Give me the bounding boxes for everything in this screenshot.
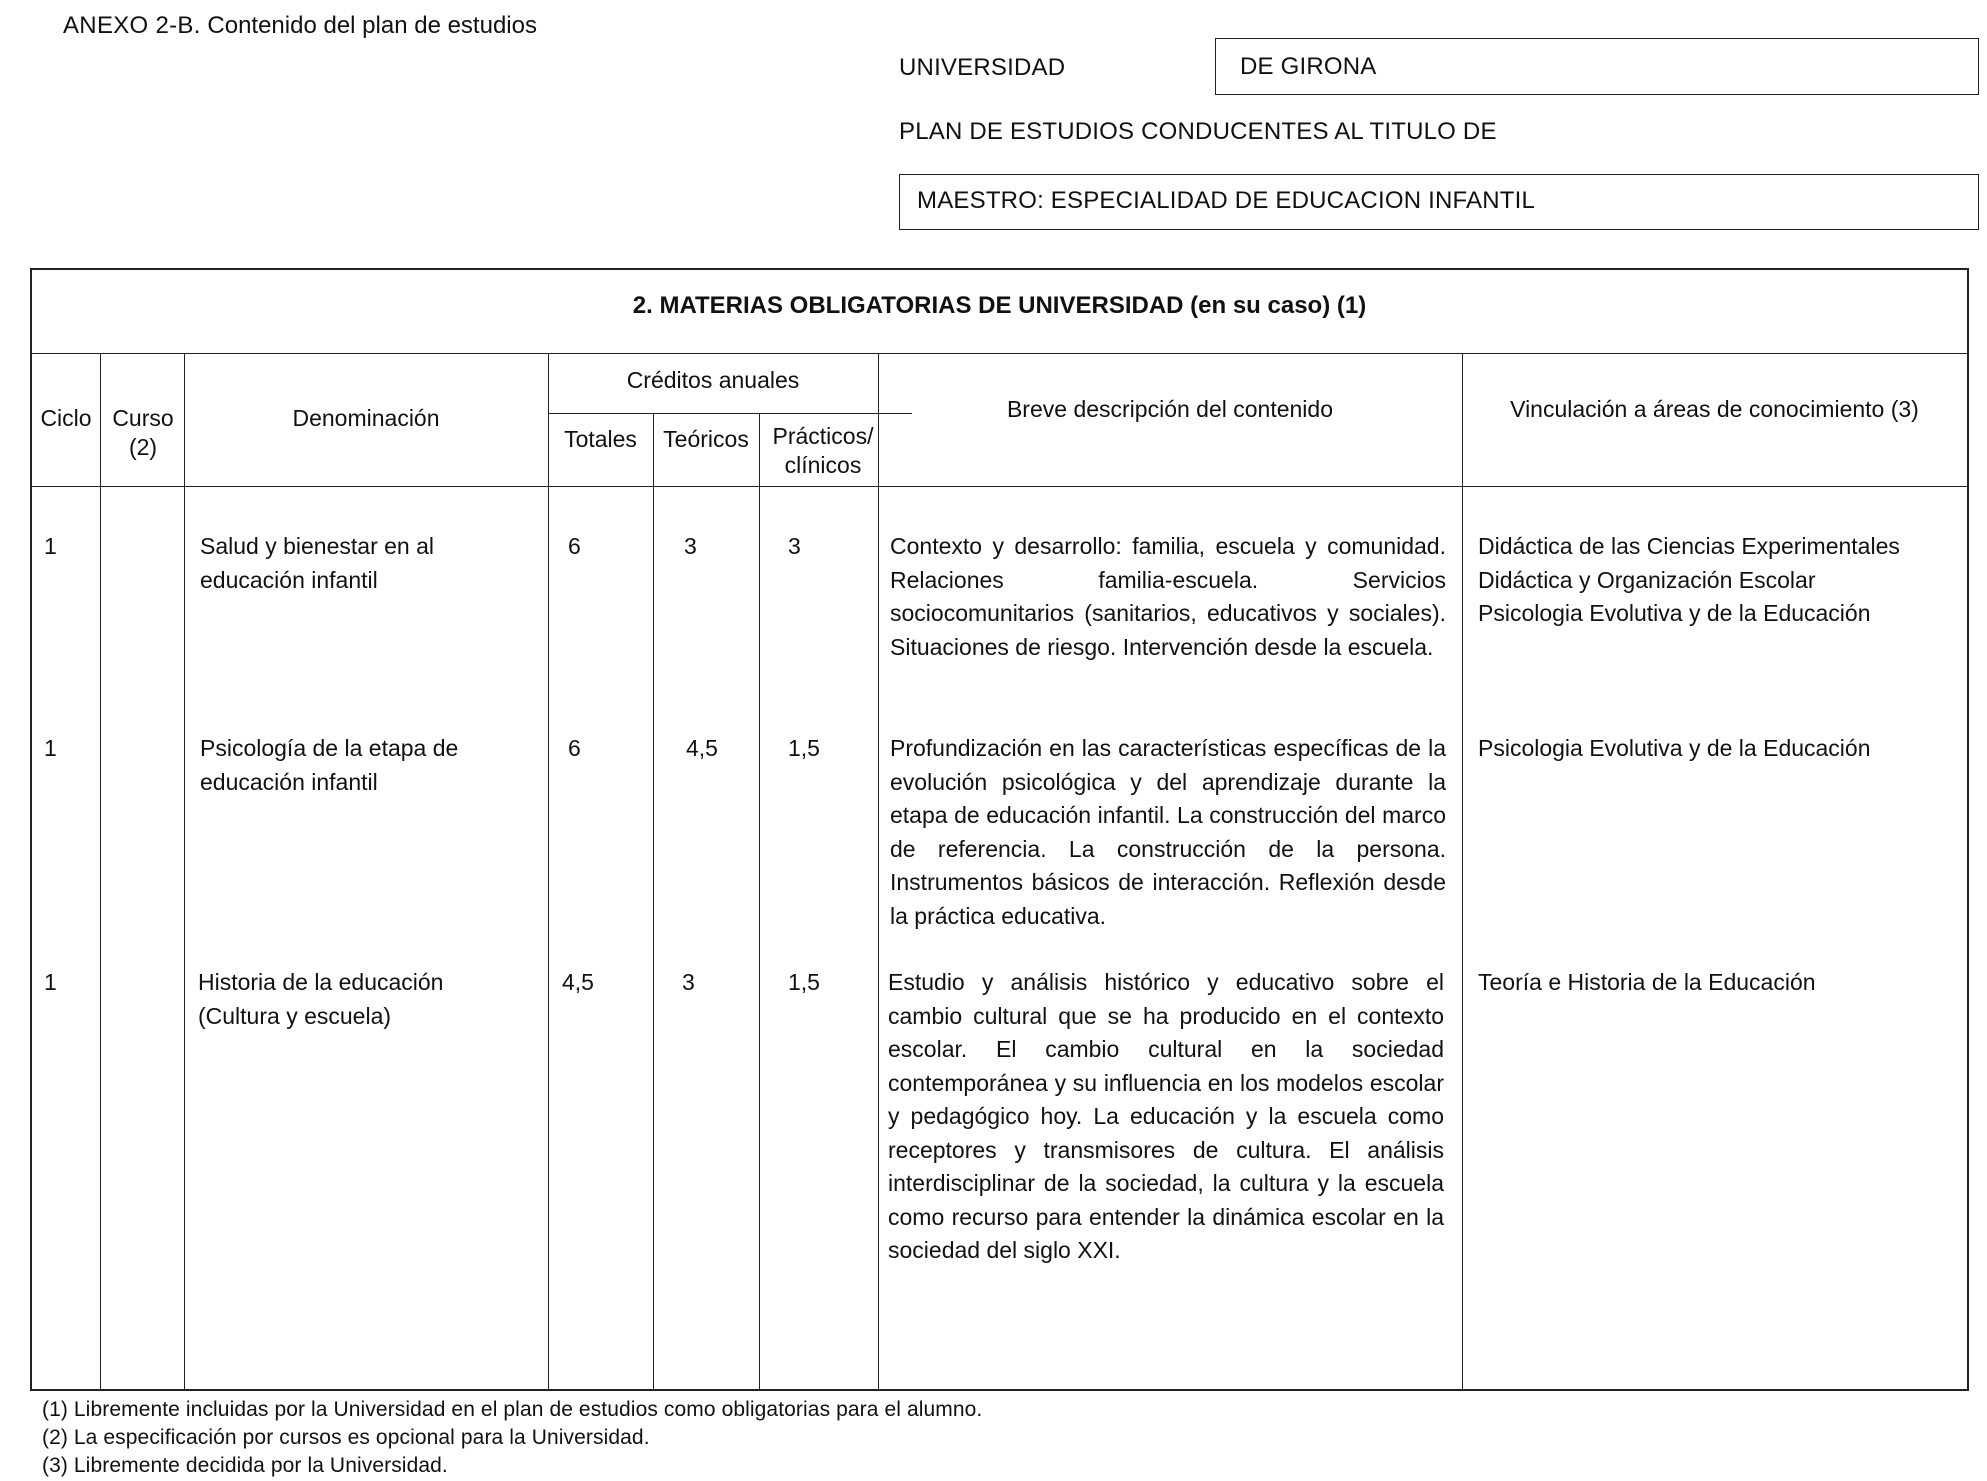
degree-title-box — [899, 174, 1979, 230]
university-value-box — [1215, 38, 1979, 95]
row1-denominacion: Salud y bienestar en al educación infantil — [200, 533, 434, 593]
col-divider — [100, 353, 101, 1391]
header-denominacion: Denominación — [292, 405, 440, 431]
header-practicos: Prácticos/ clínicos — [772, 423, 874, 478]
col-divider — [1462, 353, 1463, 1391]
row2-vinculacion — [1478, 732, 1958, 766]
annex-number: ANEXO 2-B. — [63, 12, 201, 39]
row1-ciclo: 1 — [44, 533, 57, 559]
row3-totales: 4,5 — [562, 969, 594, 995]
row3-denominacion: Historia de la educación (Cultura y escuela) — [198, 969, 444, 1029]
row3-area: Teoría e Historia de la Educación — [1478, 969, 1816, 995]
university-value: DE GIRONA — [1240, 53, 1377, 80]
row1-descripcion: Contexto y desarrollo: familia, escuela y comunidad. Relaciones familia-escuela. Servicios sociocomunitarios (sanitarios, educativos y sociales). Situaciones de riesgo. Intervención desde la escuela. — [890, 533, 1446, 660]
header-teoricos: Teóricos — [663, 426, 749, 452]
col-divider — [759, 413, 760, 1391]
plan-label: PLAN DE ESTUDIOS CONDUCENTES AL TITULO DE — [899, 118, 1497, 145]
title-divider — [32, 353, 1967, 354]
header-divider — [32, 486, 1967, 487]
degree-title: MAESTRO: ESPECIALIDAD DE EDUCACION INFANTIL — [917, 187, 1536, 214]
row2-teoricos: 4,5 — [686, 735, 718, 761]
row1-teoricos: 3 — [684, 533, 697, 559]
row1-area: Didáctica de las Ciencias Experimentales — [1478, 533, 1900, 559]
credits-subheader-divider — [548, 413, 912, 414]
row3-vinculacion — [1478, 966, 1958, 1000]
row2-descripcion: Profundización en las características específicas de la evolución psicológica y del aprendizaje durante la etapa de educación infantil. La construcción del marco de referencia. La construcción de la persona. Instrumentos básicos de interacción. Reflexión desde la práctica educativa. — [890, 735, 1446, 929]
col-divider — [878, 353, 879, 1391]
header-ciclo: Ciclo — [40, 405, 92, 431]
row1-area: Psicologia Evolutiva y de la Educación — [1478, 600, 1871, 626]
row3-ciclo: 1 — [44, 969, 57, 995]
annex-title: Contenido del plan de estudios — [207, 12, 537, 39]
row2-practicos: 1,5 — [788, 735, 820, 761]
col-divider — [548, 353, 549, 1391]
subjects-table — [30, 268, 1969, 1391]
header-totales: Totales — [564, 426, 637, 452]
header-descripcion: Breve descripción del contenido — [1006, 396, 1334, 422]
footnote: (1) Libremente incluidas por la Universidad en el plan de estudios como obligatorias para el alumno. — [42, 1398, 983, 1421]
row1-vinculacion — [1478, 530, 1958, 631]
university-label: UNIVERSIDAD — [899, 54, 1066, 81]
header-curso: Curso (2) — [112, 405, 174, 460]
row1-area: Didáctica y Organización Escolar — [1478, 566, 1816, 593]
row2-ciclo: 1 — [44, 735, 57, 761]
col-divider — [184, 353, 185, 1391]
table-title: 2. MATERIAS OBLIGATORIAS DE UNIVERSIDAD (en su caso) (1) — [632, 292, 1367, 319]
row2-denominacion: Psicología de la etapa de educación infantil — [200, 735, 459, 795]
header-vinculacion: Vinculación a áreas de conocimiento (3) — [1510, 396, 1919, 422]
row2-totales: 6 — [568, 735, 581, 761]
row1-practicos: 3 — [788, 533, 801, 559]
row1-totales: 6 — [568, 533, 581, 559]
annex-heading — [63, 12, 537, 40]
footnote: (2) La especificación por cursos es opcional para la Universidad. — [42, 1426, 650, 1449]
col-divider — [653, 413, 654, 1391]
row3-teoricos: 3 — [682, 969, 695, 995]
row3-descripcion: Estudio y análisis histórico y educativo sobre el cambio cultural que se ha producido en el contexto escolar. El cambio cultural en la sociedad contemporánea y su influencia en los modelos escolar y pedagógico hoy. La educación y la escuela como receptores y transmisores de cultura. El análisis interdisciplinar de la sociedad, la cultura y la escuela como recurso para entender la dinámica escolar en la sociedad del siglo XXI. — [888, 969, 1444, 1263]
row2-area: Psicologia Evolutiva y de la Educación — [1478, 735, 1871, 761]
footnote: (3) Libremente decidida por la Universidad. — [42, 1454, 448, 1477]
row3-practicos: 1,5 — [788, 969, 820, 995]
header-creditos: Créditos anuales — [626, 367, 800, 393]
